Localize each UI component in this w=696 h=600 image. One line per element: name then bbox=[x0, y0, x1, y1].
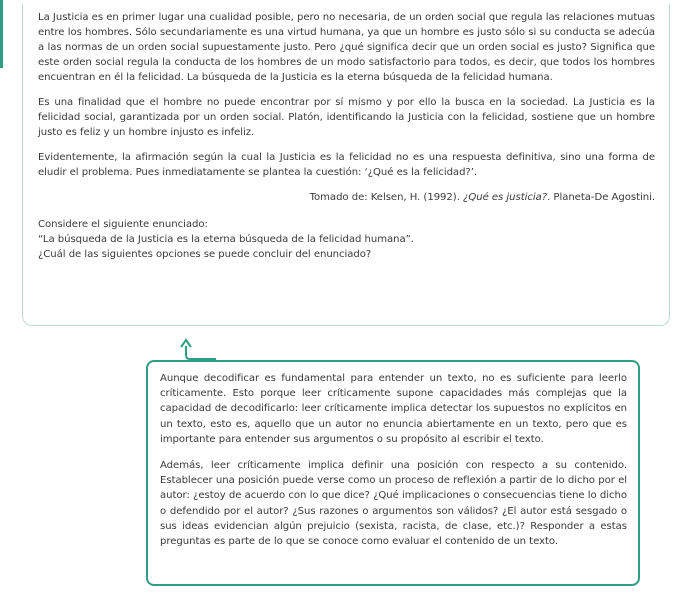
question-prompt: ¿Cuál de las siguientes opciones se puede concluir del enunciado? bbox=[38, 249, 372, 260]
left-accent-bar bbox=[0, 0, 3, 68]
source-prefix: Tomado de: Kelsen, H. (1992). bbox=[309, 192, 464, 203]
note-paragraph-2: Además, leer críticamente implica definir una posición con respecto a su contenido. Establecer una posición puede verse como un proceso de reflexión a partir de lo dicho por el autor: ¿estoy de acuerdo con lo que dice? ¿Qué implicaciones o consecuencias tiene lo dicho o defendido por el autor? ¿Sus razones o argumentos son válidos? ¿El autor está sesgado o sus ideas evidencian algún prejuicio (sexista, racista, de clase, etc.)? Responder a estas preguntas es parte de lo que se conoce como evaluar el contenido de un texto. bbox=[160, 460, 627, 548]
reading-paragraph-3: Evidentemente, la afirmación según la cual la Justicia es la felicidad no es una respuesta definitiva, sino una forma de eludir el problema. Pues inmediatamente se plantea la cuestión: ‘¿Qué es la felicidad?’. bbox=[38, 152, 655, 178]
connector-arrow-icon bbox=[176, 338, 216, 362]
source-citation bbox=[38, 190, 655, 205]
source-title: ¿Qué es justicia? bbox=[463, 192, 548, 203]
question-intro: Considere el siguiente enunciado: bbox=[38, 219, 208, 230]
source-suffix: . Planeta-De Agostini. bbox=[547, 192, 655, 203]
reading-passage-box bbox=[22, 4, 670, 326]
reading-paragraph-1: La Justicia es en primer lugar una cualidad posible, pero no necesaria, de un orden social que regula las relaciones mutuas entre los hombres. Sólo secundariamente es una virtud humana, ya que un hombre es justo sólo si su conducta se adecúa a las normas de un orden social supuestamente justo. Pero ¿qué significa decir que un orden social es justo? Significa que este orden social regula la conducta de los hombres de un modo satisfactorio para todos, es decir, que todos los hombres encuentran en él la felicidad. La búsqueda de la Justicia es la eterna búsqueda de la felicidad humana. bbox=[38, 12, 655, 83]
note-paragraph-1: Aunque decodificar es fundamental para entender un texto, no es suficiente para leerlo críticamente. Esto porque leer críticamente supone capacidades más complejas que la capacidad de decodificarlo: leer críticamente implica detectar los supuestos no explícitos en un texto, esto es, aquello que un autor no enuncia abiertamente en un texto, pero que es importante para entender sus argumentos o su propósito al escribir el texto. bbox=[160, 373, 627, 445]
critical-reading-note bbox=[146, 360, 640, 586]
question-block bbox=[38, 217, 655, 262]
reading-paragraph-2: Es una finalidad que el hombre no puede encontrar por sí mismo y por ello la busca en la sociedad. La Justicia es la felicidad social, garantizada por un orden social. Platón, identificando la Justicia con la felicidad, sostiene que un hombre justo es feliz y un hombre injusto es infeliz. bbox=[38, 97, 655, 138]
question-statement: “La búsqueda de la Justicia es la eterna búsqueda de la felicidad humana”. bbox=[38, 234, 414, 245]
